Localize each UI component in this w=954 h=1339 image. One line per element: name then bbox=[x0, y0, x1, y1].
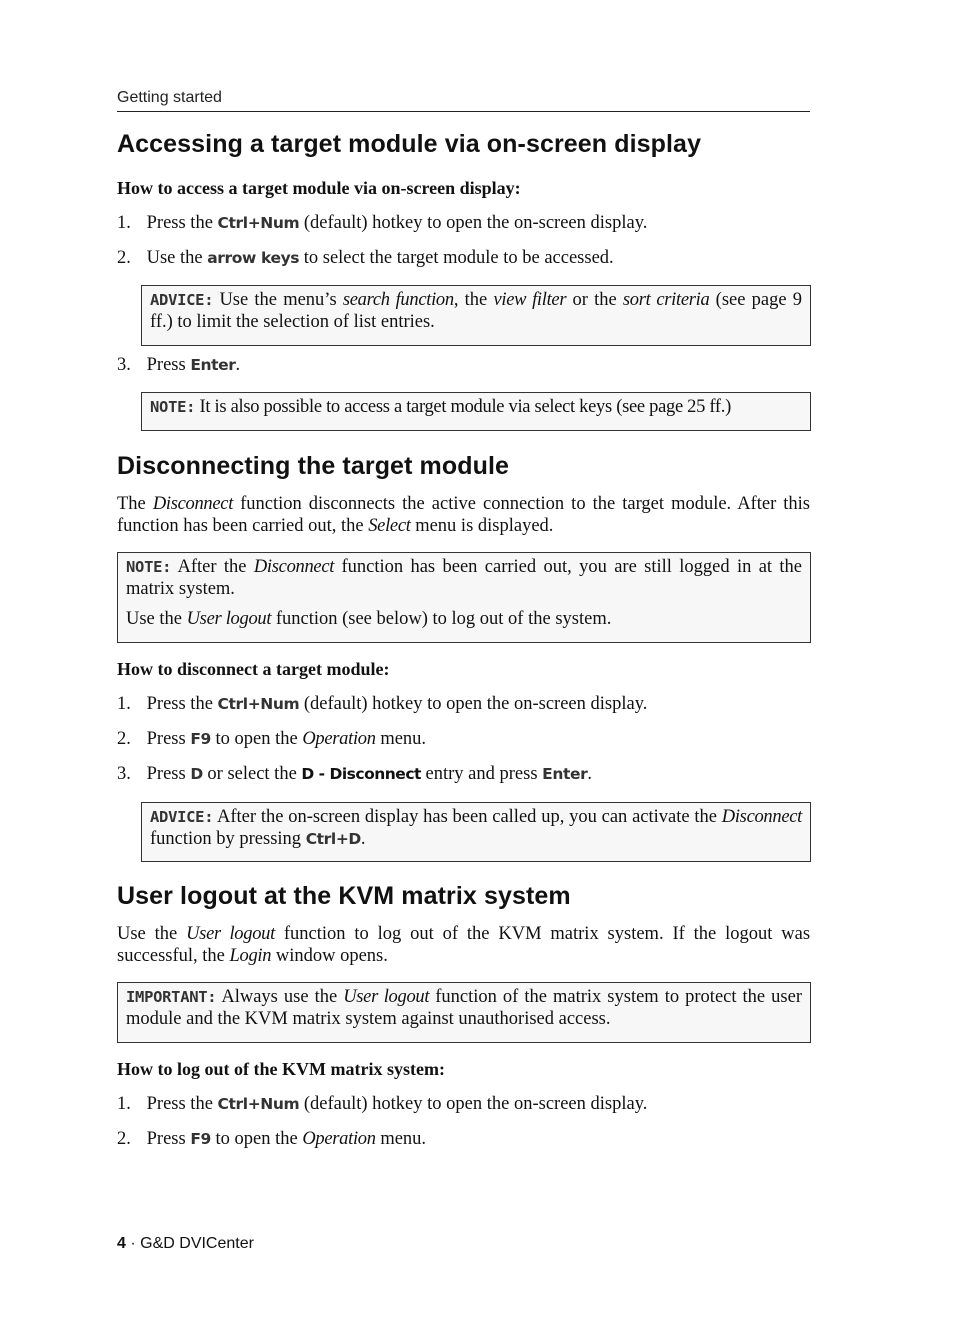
note-label: NOTE: bbox=[126, 558, 172, 576]
step-text: to select the target module to be accessed. bbox=[303, 248, 614, 268]
hotkey-label: Ctrl+Num bbox=[217, 695, 300, 713]
section-title-user-logout: User logout at the KVM matrix system bbox=[117, 882, 571, 910]
disconnect-step-3 bbox=[117, 764, 592, 785]
step-number: 3. bbox=[117, 764, 131, 784]
box-text: Use the menu’s bbox=[219, 290, 337, 310]
procedure-title-disconnect: How to disconnect a target module: bbox=[117, 659, 390, 679]
term-view-filter: view filter bbox=[493, 290, 567, 310]
access-step-2 bbox=[117, 248, 614, 269]
term-select: Select bbox=[368, 516, 411, 536]
step-text: (default) hotkey to open the on-screen display. bbox=[303, 213, 648, 233]
step-text: (default) hotkey to open the on-screen display. bbox=[303, 1094, 648, 1114]
step-number: 1. bbox=[117, 694, 131, 714]
access-step-3 bbox=[117, 355, 240, 376]
box-text: Always use the bbox=[221, 987, 338, 1007]
advice-box-search bbox=[141, 285, 811, 346]
para-text: function disconnects the active connection to the target module. After this function has been carried out, the bbox=[117, 494, 811, 536]
para-text: menu is displayed. bbox=[415, 516, 554, 536]
box-text: function of the matrix system to protect the user module and the KVM matrix system against unauthorised access. bbox=[126, 987, 802, 1029]
term-operation: Operation bbox=[302, 1129, 376, 1149]
note-box-select-keys bbox=[141, 392, 811, 431]
step-text: Press the bbox=[146, 213, 213, 233]
key-label: Enter bbox=[542, 765, 588, 783]
term-disconnect: Disconnect bbox=[152, 494, 234, 514]
step-text: or select the bbox=[207, 764, 297, 784]
running-header bbox=[117, 89, 810, 112]
step-number: 1. bbox=[117, 213, 131, 233]
step-text: Use the bbox=[146, 248, 203, 268]
box-text: Use the bbox=[126, 609, 182, 629]
step-text: to open the bbox=[215, 1129, 298, 1149]
page-footer bbox=[117, 1235, 254, 1253]
para-text: The bbox=[117, 494, 146, 514]
step-number: 3. bbox=[117, 355, 131, 375]
step-number: 2. bbox=[117, 729, 131, 749]
page-number: 4 bbox=[117, 1235, 126, 1252]
logout-step-2 bbox=[117, 1129, 426, 1150]
hotkey-label: Ctrl+Num bbox=[217, 1095, 300, 1113]
term-login: Login bbox=[229, 946, 272, 966]
advice-box-disconnect bbox=[141, 802, 811, 862]
term-sort-criteria: sort criteria bbox=[622, 290, 710, 310]
box-text: function has been carried out, you are still logged in at the matrix system. bbox=[126, 557, 803, 599]
para-text: Use the bbox=[117, 924, 178, 944]
term-disconnect: Disconnect bbox=[721, 807, 802, 827]
advice-label: ADVICE: bbox=[150, 808, 214, 826]
term-disconnect: Disconnect bbox=[253, 557, 335, 577]
key-label: F9 bbox=[190, 730, 211, 748]
step-text: Press the bbox=[146, 694, 213, 714]
box-text: It is also possible to access a target module via select keys (see page 25 ff.) bbox=[199, 397, 731, 417]
step-text: Press bbox=[146, 729, 186, 749]
box-text: After the on-screen display has been called up, you can activate the bbox=[217, 807, 717, 827]
step-text: Press bbox=[146, 764, 186, 784]
step-text: to open the bbox=[215, 729, 298, 749]
menu-entry-label: D - Disconnect bbox=[301, 765, 421, 783]
term-search-function: search function bbox=[342, 290, 454, 310]
key-label: Enter bbox=[190, 356, 236, 374]
term-user-logout: User logout bbox=[343, 987, 430, 1007]
logout-intro bbox=[117, 923, 810, 967]
note-box-disconnect bbox=[117, 552, 811, 643]
hotkey-label: Ctrl+Num bbox=[217, 214, 300, 232]
footer-product: G&D DVICenter bbox=[140, 1235, 254, 1252]
para-text: function to log out of the KVM matrix system. If the logout was successful, the bbox=[117, 924, 811, 966]
step-number: 2. bbox=[117, 1129, 131, 1149]
key-label: arrow keys bbox=[207, 249, 300, 267]
advice-label: ADVICE: bbox=[150, 291, 214, 309]
box-text: After the bbox=[177, 557, 247, 577]
step-text: menu. bbox=[380, 1129, 427, 1149]
box-text: , the bbox=[453, 290, 488, 310]
box-text: (see page 9 ff.) to limit the selection of list entries. bbox=[150, 290, 803, 332]
step-text: entry and press bbox=[425, 764, 538, 784]
term-user-logout: User logout bbox=[186, 924, 275, 944]
logout-step-1 bbox=[117, 1094, 647, 1115]
para-text: window opens. bbox=[275, 946, 388, 966]
footer-separator: · bbox=[130, 1235, 136, 1252]
step-text: (default) hotkey to open the on-screen display. bbox=[303, 694, 648, 714]
step-number: 2. bbox=[117, 248, 131, 268]
box-text: function (see below) to log out of the system. bbox=[275, 609, 612, 629]
step-text: menu. bbox=[380, 729, 427, 749]
box-text: . bbox=[360, 829, 366, 849]
access-step-1 bbox=[117, 213, 647, 234]
term-operation: Operation bbox=[302, 729, 376, 749]
section-title-accessing: Accessing a target module via on-screen display bbox=[117, 130, 702, 158]
box-text: function by pressing bbox=[150, 829, 302, 849]
running-header-title: Getting started bbox=[117, 89, 222, 106]
key-label: F9 bbox=[190, 1130, 211, 1148]
procedure-title-access: How to access a target module via on-screen display: bbox=[117, 178, 521, 198]
step-text: Press bbox=[146, 1129, 186, 1149]
disconnect-step-2 bbox=[117, 729, 426, 750]
step-text: . bbox=[235, 355, 241, 375]
step-text: . bbox=[587, 764, 592, 784]
key-label: D bbox=[190, 765, 203, 783]
note-label: NOTE: bbox=[150, 398, 196, 416]
step-text: Press bbox=[146, 355, 186, 375]
hotkey-label: Ctrl+D bbox=[305, 830, 361, 848]
disconnect-intro bbox=[117, 493, 810, 537]
procedure-title-logout: How to log out of the KVM matrix system: bbox=[117, 1059, 445, 1079]
box-text: or the bbox=[572, 290, 617, 310]
term-user-logout: User logout bbox=[186, 609, 272, 629]
step-text: Press the bbox=[146, 1094, 213, 1114]
step-number: 1. bbox=[117, 1094, 131, 1114]
important-label: IMPORTANT: bbox=[126, 988, 217, 1006]
section-title-disconnecting: Disconnecting the target module bbox=[117, 452, 510, 480]
disconnect-step-1 bbox=[117, 694, 647, 715]
important-box-logout bbox=[117, 982, 811, 1043]
